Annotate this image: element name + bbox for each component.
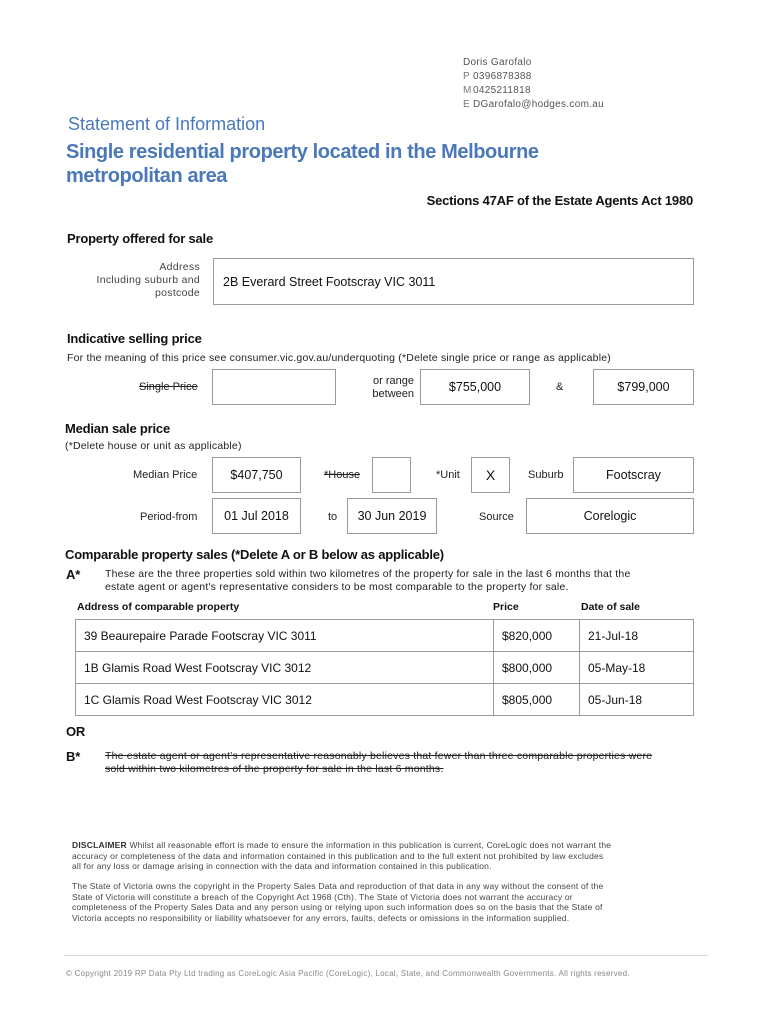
period-from-label: Period-from <box>140 511 198 523</box>
property-heading: Property offered for sale <box>67 231 213 246</box>
address-field[interactable] <box>213 258 694 305</box>
unit-field[interactable] <box>471 457 510 493</box>
agent-contact <box>463 56 604 112</box>
indicative-heading: Indicative selling price <box>67 331 202 346</box>
suburb-field[interactable] <box>573 457 694 493</box>
option-a-text: These are the three properties sold within two kilometres of the property for sale in the last 6 months that the estate agent or agent's representative considers to be most comparable to the property for sale. <box>105 568 631 593</box>
source-label: Source <box>479 511 514 523</box>
median-price-field[interactable] <box>212 457 301 493</box>
house-label: *House <box>324 469 361 481</box>
agent-email-row: E DGarofalo@hodges.com.au <box>463 99 605 110</box>
median-heading: Median sale price <box>65 421 170 436</box>
comp-price[interactable]: $805,000 <box>494 684 580 716</box>
address-label: Address Including suburb and postcode <box>96 261 200 299</box>
range-and: & <box>556 381 564 393</box>
source-value: Corelogic <box>583 509 637 523</box>
doc-title-line2: metropolitan area <box>66 165 228 187</box>
option-b-marker: B* <box>66 749 81 764</box>
col-address-header: Address of comparable property <box>77 601 240 613</box>
single-price-field[interactable] <box>212 369 336 405</box>
comp-address[interactable]: 39 Beaurepaire Parade Footscray VIC 3011 <box>76 620 494 652</box>
period-to-label: to <box>328 511 338 523</box>
footer-copyright: © Copyright 2019 RP Data Pty Ltd trading as CoreLogic Asia Pacific (CoreLogic), Local, State, and Commonwealth Governments. All rights reserved. <box>66 969 630 978</box>
col-price-header: Price <box>493 601 519 613</box>
table-row <box>76 620 694 652</box>
or-separator: OR <box>66 724 86 739</box>
table-row <box>76 684 694 716</box>
unit-label: *Unit <box>436 469 460 481</box>
median-price-label: Median Price <box>133 469 198 481</box>
address-value: 2B Everard Street Footscray VIC 3011 <box>223 274 436 289</box>
option-b-text: The estate agent or agent's representative reasonably believes that fewer than three comparable properties were sold within two kilometres of the property for sale in the last 6 months. <box>105 750 653 775</box>
agent-phone: 0396878388 <box>473 71 532 82</box>
period-from-value: 01 Jul 2018 <box>224 509 289 523</box>
suburb-label: Suburb <box>528 469 564 481</box>
agent-mobile-row: M0425211818 <box>463 85 531 96</box>
range-low-value: $755,000 <box>448 380 502 394</box>
comp-price[interactable]: $820,000 <box>494 620 580 652</box>
comp-price[interactable]: $800,000 <box>494 652 580 684</box>
indicative-note: For the meaning of this price see consumer.vic.gov.au/underquoting (*Delete single price or range as applicable) <box>67 352 611 364</box>
agent-phone-row: P 0396878388 <box>463 71 532 82</box>
comparable-heading: Comparable property sales (*Delete A or B below as applicable) <box>65 547 444 562</box>
option-a-marker: A* <box>66 567 81 582</box>
median-note: (*Delete house or unit as applicable) <box>65 440 242 452</box>
footer-divider <box>64 955 708 956</box>
comparable-table <box>75 619 694 716</box>
agent-email: DGarofalo@hodges.com.au <box>473 99 605 110</box>
disclaimer-label: DISCLAIMER <box>72 840 127 850</box>
single-price-label: Single Price <box>139 381 198 393</box>
comp-address[interactable]: 1B Glamis Road West Footscray VIC 3012 <box>76 652 494 684</box>
suburb-value: Footscray <box>606 468 661 482</box>
agent-name: Doris Garofalo <box>463 57 532 68</box>
comp-date[interactable]: 05-May-18 <box>580 652 694 684</box>
range-high-field[interactable] <box>593 369 694 405</box>
disclaimer-p1: DISCLAIMER Whilst all reasonable effort is made to ensure the information in this publication is current, CoreLogic does not warrant the accuracy or completeness of the data and information contained in this publication and to the full extent not prohibited by law excludes all for any loss or damage arising in connection with the data and information contained in this publication. <box>72 840 612 871</box>
doc-sections: Sections 47AF of the Estate Agents Act 1980 <box>426 193 693 208</box>
range-label: or range between <box>372 375 414 400</box>
doc-subtitle: Statement of Information <box>68 114 266 134</box>
comp-date[interactable]: 05-Jun-18 <box>580 684 694 716</box>
agent-mobile: 0425211818 <box>473 85 531 96</box>
disclaimer-p2: The State of Victoria owns the copyright in the Property Sales Data and reproduction of that data in any way without the consent of the State of Victoria will constitute a breach of the Copyright Act 1968 (Cth). The State of Victoria does not warrant the accuracy or completeness of the Property Sales Data and any person using or relying upon such information does so on the basis that the State of Victoria accepts no responsibility or liability whatsoever for any errors, faults, defects or omissions in the information supplied. <box>72 881 604 923</box>
comp-address[interactable]: 1C Glamis Road West Footscray VIC 3012 <box>76 684 494 716</box>
doc-title <box>66 140 539 188</box>
table-row <box>76 652 694 684</box>
period-to-value: 30 Jun 2019 <box>357 509 427 523</box>
median-price-value: $407,750 <box>230 468 283 482</box>
source-field[interactable] <box>526 498 694 534</box>
col-date-header: Date of sale <box>581 601 640 613</box>
period-to-field[interactable] <box>347 498 437 534</box>
range-high-value: $799,000 <box>617 380 670 394</box>
range-low-field[interactable] <box>420 369 530 405</box>
doc-title-line1: Single residential property located in the Melbourne <box>66 141 539 163</box>
period-from-field[interactable] <box>212 498 301 534</box>
comp-date[interactable]: 21-Jul-18 <box>580 620 694 652</box>
house-field[interactable] <box>372 457 411 493</box>
unit-value: X <box>485 467 496 483</box>
